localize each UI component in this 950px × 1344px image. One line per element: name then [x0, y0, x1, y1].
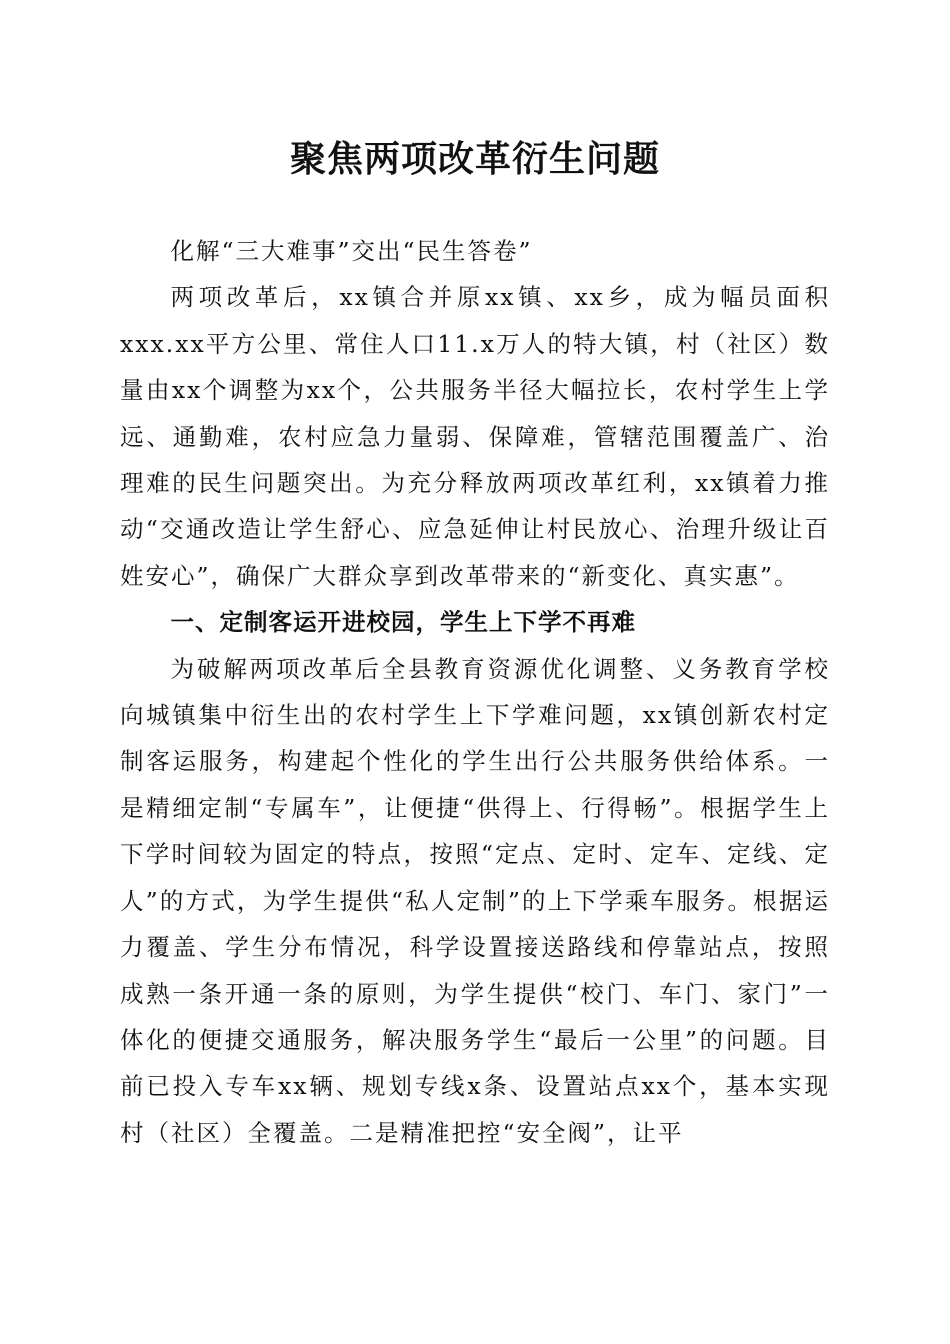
intro-paragraph: 两项改革后，xx镇合并原xx镇、xx乡，成为幅员面积xxx.xx平方公里、常住人口11.x万人的特大镇，村（社区）数量由xx个调整为xx个，公共服务半径大幅拉长，农村学生上学远、通勤难，农村应急力量弱、保障难，管辖范围覆盖广、治理难的民生问题突出。为充分释放两项改革红利，xx镇着力推动“交通改造让学生舒心、应急延伸让村民放心、治理升级让百姓安心”，确保广大群众享到改革带来的“新变化、真实惠”。: [120, 283, 830, 590]
document-subtitle: 化解“三大难事”交出“民生答卷”: [170, 237, 533, 265]
section-paragraph: 为破解两项改革后全县教育资源优化调整、义务教育学校向城镇集中衍生出的农村学生上下学难问题，xx镇创新农村定制客运服务，构建起个性化的学生出行公共服务供给体系。一是精细定制“专属车”，让便捷“供得上、行得畅”。根据学生上下学时间较为固定的特点，按照“定点、定时、定车、定线、定人”的方式，为学生提供“私人定制”的上下学乘车服务。根据运力覆盖、学生分布情况，科学设置接送路线和停靠站点，按照成熟一条开通一条的原则，为学生提供“校门、车门、家门”一体化的便捷交通服务，解决服务学生“最后一公里”的问题。目前已投入专车xx辆、规划专线x条、设置站点xx个，基本实现村（社区）全覆盖。二是精准把控“安全阀”，让平: [120, 654, 830, 1147]
document-body: [120, 228, 830, 1156]
document-title: 聚焦两项改革衍生问题: [289, 138, 660, 180]
section-heading: 一、定制客运开进校园，学生上下学不再难: [170, 608, 637, 637]
